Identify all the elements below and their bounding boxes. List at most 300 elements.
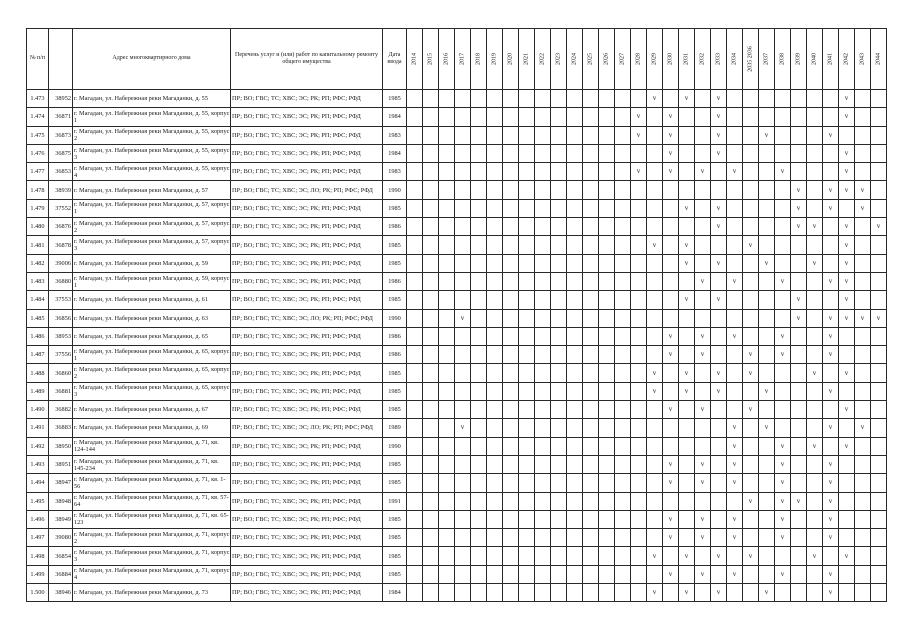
checkmark-cell: v [663,108,679,126]
header-year-label: 2023 [554,53,561,65]
year-cell [743,584,759,602]
address-cell: г. Магадан, ул. Набережная реки Магаданки, д. 55, корпус 3 [73,144,231,162]
year-cell [727,144,743,162]
checkmark-cell: v [743,346,759,364]
checkmark-cell: v [775,565,791,583]
works-list-cell: ПР; ВО; ГВС; ТС; ХВС; ЭС; РК; РП; РФС; РФД [231,108,383,126]
year-cell [679,437,695,455]
year-cell [487,327,503,345]
year-cell [615,492,631,510]
year-cell [567,419,583,437]
checkmark-cell: v [711,547,727,565]
year-cell [551,126,567,144]
year-cell [551,291,567,309]
checkmark-cell: v [871,218,887,236]
year-cell [615,584,631,602]
year-cell [871,199,887,217]
year-cell [503,199,519,217]
checkmark-cell: v [855,199,871,217]
checkmark-cell: v [663,401,679,419]
year-cell [823,218,839,236]
year-cell [791,108,807,126]
year-cell [535,199,551,217]
header-year-column [519,29,535,90]
year-cell [679,218,695,236]
year-cell [871,584,887,602]
house-code-cell: 36854 [49,547,73,565]
year-cell [503,163,519,181]
year-cell [487,126,503,144]
year-cell [471,510,487,528]
year-cell [807,163,823,181]
year-cell [487,291,503,309]
year-cell [599,309,615,327]
year-cell [727,346,743,364]
year-cell [599,547,615,565]
commission-year-cell: 1985 [383,291,407,309]
house-code-cell: 37553 [49,291,73,309]
table-row [27,236,887,254]
checkmark-cell: v [839,218,855,236]
checkmark-cell: v [791,181,807,199]
works-list-cell: ПР; ВО; ГВС; ТС; ХВС; ЭС; РК; РП; РФС; РФД [231,474,383,492]
works-list-cell: ПР; ВО; ГВС; ТС; ХВС; ЭС; РК; РП; РФС; РФД [231,437,383,455]
works-list-cell: ПР; ВО; ГВС; ТС; ХВС; ЭС; РК; РП; РФС; РФД [231,401,383,419]
year-cell [775,309,791,327]
year-cell [503,547,519,565]
year-cell [551,272,567,290]
checkmark-cell: v [743,364,759,382]
year-cell [647,346,663,364]
year-cell [439,529,455,547]
year-cell [471,364,487,382]
year-cell [871,327,887,345]
year-cell [535,236,551,254]
year-cell [791,346,807,364]
year-cell [471,144,487,162]
checkmark-cell: v [711,584,727,602]
year-cell [647,419,663,437]
year-cell [503,401,519,419]
year-cell [823,401,839,419]
commission-year-cell: 1985 [383,529,407,547]
year-cell [775,199,791,217]
year-cell [727,126,743,144]
row-number-cell: 1.474 [27,108,49,126]
works-list-cell: ПР; ВО; ГВС; ТС; ХВС; ЭС; РК; РП; РФС; РФД [231,236,383,254]
year-cell [695,218,711,236]
year-cell [631,346,647,364]
year-cell [727,199,743,217]
checkmark-cell: v [679,254,695,272]
year-cell [599,474,615,492]
year-cell [487,474,503,492]
year-cell [855,565,871,583]
address-cell: г. Магадан, ул. Набережная реки Магаданки, д. 71, кв. 65-123 [73,510,231,528]
year-cell [647,529,663,547]
year-cell [583,90,599,108]
year-cell [567,218,583,236]
year-cell [727,364,743,382]
checkmark-cell: v [727,437,743,455]
row-number-cell: 1.485 [27,309,49,327]
year-cell [711,272,727,290]
year-cell [535,492,551,510]
year-cell [471,218,487,236]
year-cell [631,584,647,602]
year-cell [407,565,423,583]
checkmark-cell: v [727,565,743,583]
address-cell: г. Магадан, ул. Набережная реки Магаданки, д. 65, корпус 2 [73,364,231,382]
commission-year-cell: 1986 [383,327,407,345]
checkmark-cell: v [727,474,743,492]
year-cell [807,144,823,162]
checkmark-cell: v [823,382,839,400]
year-cell [807,346,823,364]
header-year-label: 2020 [506,53,513,65]
table-row [27,218,887,236]
year-cell [823,437,839,455]
year-cell [439,272,455,290]
header-year-column [871,29,887,90]
year-cell [663,181,679,199]
checkmark-cell: v [727,163,743,181]
year-cell [599,272,615,290]
year-cell [743,254,759,272]
year-cell [551,199,567,217]
year-cell [599,163,615,181]
year-cell [455,254,471,272]
checkmark-cell: v [823,309,839,327]
year-cell [535,437,551,455]
year-cell [663,236,679,254]
year-cell [679,401,695,419]
year-cell [583,474,599,492]
year-cell [567,291,583,309]
year-cell [679,181,695,199]
year-cell [423,510,439,528]
checkmark-cell: v [775,346,791,364]
year-cell [519,108,535,126]
house-code-cell: 36853 [49,163,73,181]
year-cell [535,419,551,437]
table-row [27,144,887,162]
commission-year-cell: 1985 [383,455,407,473]
year-cell [615,346,631,364]
checkmark-cell: v [631,163,647,181]
checkmark-cell: v [743,236,759,254]
year-cell [439,346,455,364]
checkmark-cell: v [759,254,775,272]
row-number-cell: 1.491 [27,419,49,437]
year-cell [407,419,423,437]
header-year-column [439,29,455,90]
house-code-cell: 38950 [49,437,73,455]
year-cell [631,492,647,510]
address-cell: г. Магадан, ул. Набережная реки Магаданки, д. 65, корпус 3 [73,382,231,400]
house-code-cell: 36883 [49,419,73,437]
house-code-cell: 37556 [49,346,73,364]
year-cell [871,108,887,126]
year-cell [695,108,711,126]
year-cell [807,199,823,217]
year-cell [727,309,743,327]
commission-year-cell: 1986 [383,218,407,236]
year-cell [631,401,647,419]
year-cell [455,584,471,602]
year-cell [759,510,775,528]
house-code-cell: 36880 [49,272,73,290]
year-cell [487,401,503,419]
year-cell [583,437,599,455]
house-code-cell: 38949 [49,510,73,528]
year-cell [423,163,439,181]
year-cell [711,346,727,364]
year-cell [439,382,455,400]
year-cell [615,291,631,309]
year-cell [615,419,631,437]
year-cell [855,584,871,602]
table-row [27,437,887,455]
header-year-label: 2015 [426,53,433,65]
checkmark-cell: v [855,181,871,199]
checkmark-cell: v [727,327,743,345]
address-cell: г. Магадан, ул. Набережная реки Магаданки, д. 59 [73,254,231,272]
year-cell [615,90,631,108]
year-cell [583,291,599,309]
year-cell [487,199,503,217]
year-cell [423,492,439,510]
year-cell [423,455,439,473]
year-cell [855,455,871,473]
year-cell [775,181,791,199]
year-cell [503,474,519,492]
year-cell [423,327,439,345]
year-cell [519,529,535,547]
year-cell [583,199,599,217]
year-cell [855,90,871,108]
year-cell [439,327,455,345]
year-cell [695,437,711,455]
row-number-cell: 1.488 [27,364,49,382]
year-cell [663,291,679,309]
year-cell [871,272,887,290]
year-cell [743,309,759,327]
commission-year-cell: 1990 [383,181,407,199]
year-cell [583,163,599,181]
year-cell [455,346,471,364]
commission-year-cell: 1985 [383,90,407,108]
commission-year-cell: 1986 [383,346,407,364]
address-cell: г. Магадан, ул. Набережная реки Магаданки, д. 71, кв. 57-64 [73,492,231,510]
year-cell [615,547,631,565]
year-cell [599,510,615,528]
year-cell [631,364,647,382]
year-cell [407,401,423,419]
year-cell [439,108,455,126]
year-cell [439,90,455,108]
checkmark-cell: v [839,291,855,309]
year-cell [551,382,567,400]
header-code [49,29,73,90]
year-cell [503,144,519,162]
year-cell [455,144,471,162]
table-row [27,108,887,126]
year-cell [727,401,743,419]
year-cell [711,163,727,181]
year-cell [839,346,855,364]
year-cell [855,108,871,126]
year-cell [503,218,519,236]
year-cell [567,382,583,400]
year-cell [807,529,823,547]
year-cell [871,126,887,144]
year-cell [471,126,487,144]
year-cell [791,382,807,400]
year-cell [599,291,615,309]
year-cell [663,547,679,565]
year-cell [855,529,871,547]
year-cell [535,547,551,565]
year-cell [599,492,615,510]
year-cell [519,401,535,419]
checkmark-cell: v [727,529,743,547]
checkmark-cell: v [711,364,727,382]
row-number-cell: 1.475 [27,126,49,144]
year-cell [743,455,759,473]
year-cell [631,547,647,565]
year-cell [855,547,871,565]
year-cell [679,163,695,181]
row-number-cell: 1.479 [27,199,49,217]
year-cell [583,547,599,565]
year-cell [439,584,455,602]
header-year-label: 2035 2036 [746,46,753,72]
row-number-cell: 1.483 [27,272,49,290]
header-year-column [551,29,567,90]
year-cell [567,144,583,162]
year-cell [519,474,535,492]
commission-year-cell: 1991 [383,492,407,510]
checkmark-cell: v [711,108,727,126]
address-cell: г. Магадан, ул. Набережная реки Магаданки, д. 57, корпус 3 [73,236,231,254]
table-row [27,565,887,583]
year-cell [663,254,679,272]
year-cell [519,364,535,382]
address-cell: г. Магадан, ул. Набережная реки Магаданки, д. 63 [73,309,231,327]
checkmark-cell: v [663,346,679,364]
year-cell [615,181,631,199]
year-cell [743,199,759,217]
works-list-cell: ПР; ВО; ГВС; ТС; ХВС; ЭС; РК; РП; РФС; РФД [231,565,383,583]
checkmark-cell: v [807,547,823,565]
checkmark-cell: v [823,346,839,364]
year-cell [487,272,503,290]
year-cell [743,108,759,126]
year-cell [519,90,535,108]
year-cell [471,309,487,327]
header-year-label: 2017 [458,53,465,65]
year-cell [807,455,823,473]
year-cell [487,510,503,528]
year-cell [823,144,839,162]
year-cell [439,236,455,254]
address-cell: г. Магадан, ул. Набережная реки Магаданки, д. 55, корпус 1 [73,108,231,126]
works-list-cell: ПР; ВО; ГВС; ТС; ХВС; ЭС; РК; РП; РФС; РФД [231,510,383,528]
year-cell [647,401,663,419]
works-list-cell: ПР; ВО; ГВС; ТС; ХВС; ЭС; РК; РП; РФС; РФД [231,455,383,473]
address-cell: г. Магадан, ул. Набережная реки Магаданки, д. 71, кв. 145-234 [73,455,231,473]
year-cell [631,236,647,254]
year-cell [631,291,647,309]
year-cell [503,90,519,108]
header-year-column [855,29,871,90]
checkmark-cell: v [711,254,727,272]
year-cell [871,236,887,254]
year-cell [759,144,775,162]
checkmark-cell: v [743,401,759,419]
year-cell [423,474,439,492]
row-number-cell: 1.484 [27,291,49,309]
year-cell [647,565,663,583]
header-address: Адрес многоквартирного дома [73,29,231,90]
year-cell [839,382,855,400]
year-cell [599,584,615,602]
document-sheet [26,28,886,602]
year-cell [519,455,535,473]
address-cell: г. Магадан, ул. Набережная реки Магаданки, д. 69 [73,419,231,437]
works-list-cell: ПР; ВО; ГВС; ТС; ХВС; ЭС; РК; РП; РФС; РФД [231,254,383,272]
year-cell [551,236,567,254]
year-cell [791,90,807,108]
year-cell [631,382,647,400]
year-cell [487,163,503,181]
checkmark-cell: v [663,327,679,345]
house-code-cell: 39006 [49,254,73,272]
checkmark-cell: v [839,181,855,199]
year-cell [487,364,503,382]
year-cell [855,272,871,290]
year-cell [599,455,615,473]
year-cell [471,529,487,547]
year-cell [663,199,679,217]
year-cell [503,510,519,528]
works-list-cell: ПР; ВО; ГВС; ТС; ХВС; ЭС; РК; РП; РФС; РФД [231,291,383,309]
year-cell [615,565,631,583]
year-cell [663,492,679,510]
year-cell [695,126,711,144]
table-row [27,584,887,602]
year-cell [423,291,439,309]
year-cell [535,346,551,364]
address-cell: г. Магадан, ул. Набережная реки Магаданки, д. 55, корпус 4 [73,163,231,181]
year-cell [487,181,503,199]
checkmark-cell: v [679,291,695,309]
year-cell [663,272,679,290]
year-cell [775,291,791,309]
year-cell [855,492,871,510]
year-cell [535,474,551,492]
year-cell [519,584,535,602]
year-cell [583,144,599,162]
year-cell [871,492,887,510]
year-cell [647,327,663,345]
address-cell: г. Магадан, ул. Набережная реки Магаданки, д. 71, корпус 2 [73,529,231,547]
year-cell [871,254,887,272]
checkmark-cell: v [839,437,855,455]
year-cell [631,474,647,492]
year-cell [519,236,535,254]
